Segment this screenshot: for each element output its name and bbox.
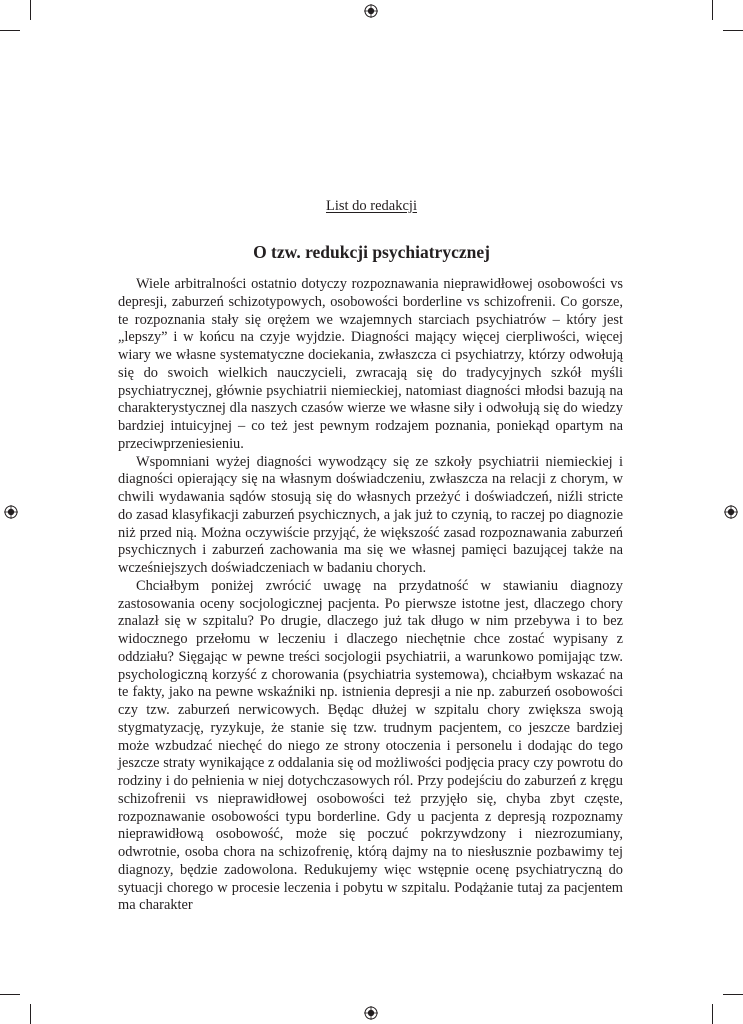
crop-mark <box>712 0 713 20</box>
crop-mark <box>712 1004 713 1024</box>
section-label <box>0 198 743 215</box>
paragraph: Chciałbym poniżej zwrócić uwagę na przydatność w stawianiu diagnozy zastosowania oceny socjologicznej pacjenta. Po pierwsze istotne jest, dlaczego chory znalazł się w szpitalu? Po drugie, dlaczego już tak długo w nim przebywa i to bez widocznego przełomu w leczeniu i dlaczego niechętnie chce zostać wypisany z oddziału? Sięgając w pewne treści socjologii psychiatrii, a warunkowo pomijając tzw. psychologiczną korzyść z chorowania (psychiatria systemowa), chciałbym wskazać na te fakty, jako na pewne wskaźniki np. istnienia depresji a nie np. zaburzeń osobowości czy tzw. zaburzeń nerwicowych. Będąc dłużej w szpitalu chory zwiększa swoją stygmatyzację, ryzykuje, że stanie się tzw. trudnym pacjentem, co jeszcze bardziej może wzbudzać niechęć do niego ze strony otoczenia i personelu i dodając do tego jeszcze straty wynikające z oddalania się od możliwości podjęcia pracy czy powrotu do rodziny i do pełnienia w niej dotychczasowych ról. Przy podejściu do zaburzeń z kręgu schizofrenii vs nieprawidłowej osobowości też przyjęło się, chyba zbyt częste, rozpoznawanie osobowości typu borderline. Gdy u pacjenta z depresją rozpoznamy nieprawidłową osobowość, może się poczuć pokrzywdzony i niezrozumiany, odwrotnie, osoba chora na schizofrenię, którą dajmy na to niesłusznie pozbawimy tej diagnozy, będzie zadowolona. Redukujemy więc wstępnie ocenę psychiatryczną do sytuacji chorego w procesie leczenia i pobytu w szpitalu. Podążanie tutaj za pacjentem ma charakter <box>118 577 623 914</box>
registration-mark-icon <box>724 505 738 519</box>
paragraph: Wiele arbitralności ostatnio dotyczy rozpoznawania nieprawidłowej osobowości vs depresji, zaburzeń schizotypowych, osobowości borderline vs schizofrenii. Co gorsze, te rozpoznania stały się orężem we wzajemnych starciach psychiatrów – który jest „lepszy” i w końcu na czyje wyjdzie. Diagności mający więcej cierpliwości, więcej wiary we własne systematyczne dociekania, zwłaszcza ci psychiatrzy, którzy odwołują się do swoich wielkich nauczycieli, zwracają się do tradycyjnych szkół myśli psychiatrycznej, głównie psychiatrii niemieckiej, natomiast diagności młodsi bazują na charakterystycznej dla naszych czasów wierze we własne siły i odwołują się do wiedzy bardziej intuicyjnej – co też jest pewnym rodzajem poznania, poniekąd opartym na przeciwprzeniesieniu. <box>118 276 623 452</box>
registration-mark-icon <box>4 505 18 519</box>
crop-mark <box>30 0 31 20</box>
registration-mark-icon <box>364 4 378 18</box>
article-title: O tzw. redukcji psychiatrycznej <box>253 242 490 262</box>
article-body <box>118 276 623 915</box>
crop-mark <box>0 30 20 31</box>
crop-mark <box>723 30 743 31</box>
registration-mark-icon <box>364 1006 378 1020</box>
crop-mark <box>0 994 20 995</box>
crop-mark <box>30 1004 31 1024</box>
crop-mark <box>723 994 743 995</box>
section-label-text: List do redakcji <box>325 198 417 214</box>
paragraph: Wspomniani wyżej diagności wywodzący się ze szkoły psychiatrii niemieckiej i diagności opierający się na własnym doświadczeniu, zwłaszcza na relacji z chorym, w chwili wydawania sądów stosują się do własnych przeżyć i doświadczeń, niźli stricte do zasad klasyfikacji zaburzeń psychicznych, a jak już to czynią, to raczej po diagnozie niż przed nią. Można oczywiście przyjąć, że większość zasad rozpoznawania zaburzeń psychicznych i zaburzeń zachowania ma się we własnej pamięci bazującej także na wcześniejszych doświadczeniach w badaniu chorych. <box>118 453 623 576</box>
